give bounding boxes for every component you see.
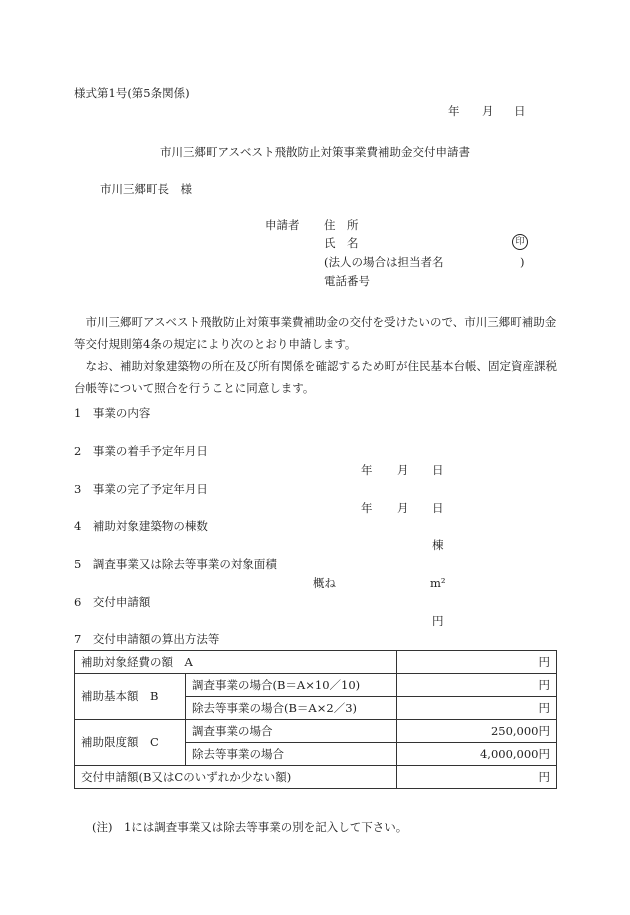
addressee: 市川三郷町長 様 xyxy=(100,182,192,196)
limit-amount-removal-value: 4,000,000円 xyxy=(397,743,557,766)
application-amount-value: 円 xyxy=(397,766,557,789)
item-3-label: 事業の完了予定年月日 xyxy=(92,482,208,496)
item-6-number: 6 xyxy=(74,595,82,609)
item-7 xyxy=(74,632,219,646)
note xyxy=(92,820,407,834)
form-number: 様式第1号(第5条関係) xyxy=(74,86,190,100)
base-amount-survey-value: 円 xyxy=(397,674,557,697)
item-4-number: 4 xyxy=(74,519,82,533)
item-1-number: 1 xyxy=(74,406,82,420)
item-7-number: 7 xyxy=(74,632,82,646)
item-1 xyxy=(74,406,150,420)
subsidy-eligible-cost-label: 補助対象経費の額 A xyxy=(75,651,397,674)
item-5-label: 調査事業又は除去等事業の対象面積 xyxy=(92,557,277,571)
item-2-month: 月 xyxy=(397,463,409,477)
item-7-label: 交付申請額の算出方法等 xyxy=(92,632,220,646)
corporate-note-close: ) xyxy=(520,255,525,269)
item-3 xyxy=(74,482,208,496)
date-year-label: 年 xyxy=(448,104,460,118)
item-6-label: 交付申請額 xyxy=(92,595,151,609)
limit-amount-survey-label: 調査事業の場合 xyxy=(186,720,397,743)
item-2-label: 事業の着手予定年月日 xyxy=(92,444,208,458)
limit-amount-removal-label: 除去等事業の場合 xyxy=(186,743,397,766)
item-6-unit: 円 xyxy=(432,614,444,628)
date-day-label: 日 xyxy=(514,104,526,118)
address-label: 住 所 xyxy=(324,218,359,232)
table-row xyxy=(75,766,557,789)
item-2 xyxy=(74,444,208,458)
item-4 xyxy=(74,519,208,533)
body-paragraph-2: なお、補助対象建築物の所在及び所有関係を確認するため町が住民基本台帳、固定資産課税台帳等について照合を行うことに同意します。 xyxy=(74,359,557,395)
subsidy-eligible-cost-value: 円 xyxy=(397,651,557,674)
corporate-note: (法人の場合は担当者名 xyxy=(324,255,444,269)
base-amount-survey-label: 調査事業の場合(B＝A×10／10) xyxy=(186,674,397,697)
item-3-year: 年 xyxy=(361,501,373,515)
item-5 xyxy=(74,557,277,571)
item-5-prefix: 概ね xyxy=(313,576,336,590)
item-3-day: 日 xyxy=(432,501,444,515)
item-2-year: 年 xyxy=(361,463,373,477)
table-row xyxy=(75,720,557,743)
table-row xyxy=(75,674,557,697)
base-amount-removal-label: 除去等事業の場合(B＝A×2／3) xyxy=(186,697,397,720)
note-label: (注) xyxy=(92,820,113,834)
item-6 xyxy=(74,595,150,609)
base-amount-removal-value: 円 xyxy=(397,697,557,720)
limit-amount-label: 補助限度額 C xyxy=(75,720,186,766)
phone-label: 電話番号 xyxy=(324,274,370,288)
item-2-day: 日 xyxy=(432,463,444,477)
item-5-number: 5 xyxy=(74,557,82,571)
body-text xyxy=(74,311,562,399)
item-4-label: 補助対象建築物の棟数 xyxy=(92,519,208,533)
calculation-table xyxy=(74,650,557,789)
item-3-number: 3 xyxy=(74,482,82,496)
item-2-number: 2 xyxy=(74,444,82,458)
name-label: 氏 名 xyxy=(324,236,359,250)
seal-mark: 印 xyxy=(512,234,528,250)
document-title: 市川三郷町アスベスト飛散防止対策事業費補助金交付申請書 xyxy=(159,145,471,159)
body-paragraph-1: 市川三郷町アスベスト飛散防止対策事業費補助金の交付を受けたいので、市川三郷町補助金等交付規則第4条の規定により次のとおり申請します。 xyxy=(74,315,557,351)
item-3-month: 月 xyxy=(397,501,409,515)
applicant-label: 申請者 xyxy=(265,218,300,232)
date-month-label: 月 xyxy=(482,104,494,118)
base-amount-label: 補助基本額 B xyxy=(75,674,186,720)
table-row xyxy=(75,651,557,674)
item-5-unit: m² xyxy=(430,576,446,590)
limit-amount-survey-value: 250,000円 xyxy=(397,720,557,743)
application-amount-label: 交付申請額(B又はCのいずれか少ない額) xyxy=(75,766,397,789)
note-text: 1には調査事業又は除去等事業の別を記入して下さい。 xyxy=(123,820,408,834)
item-1-label: 事業の内容 xyxy=(92,406,151,420)
item-4-unit: 棟 xyxy=(432,538,444,552)
